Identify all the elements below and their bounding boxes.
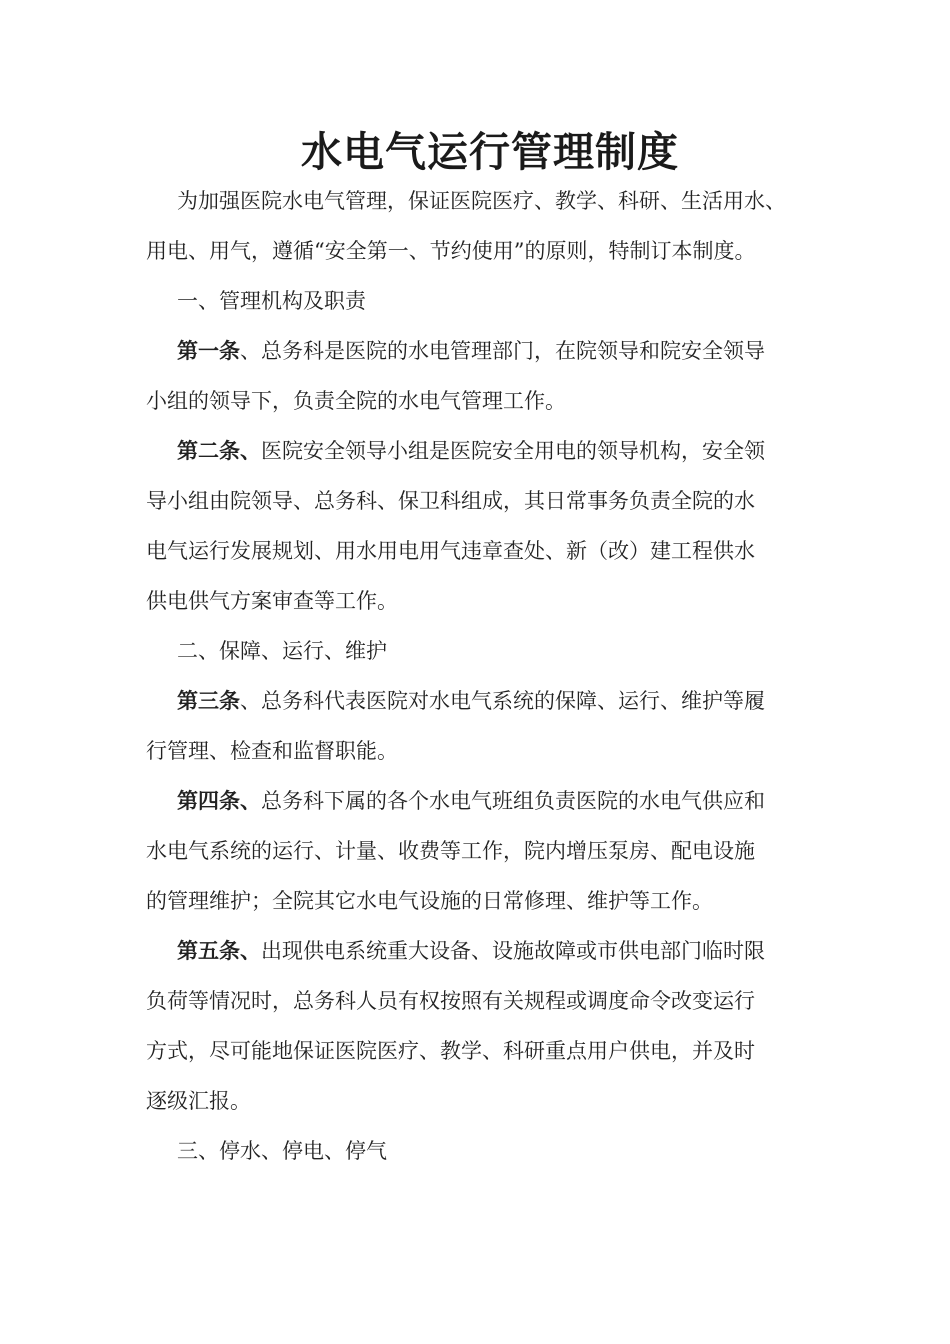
article-5-text: 出现供电系统重大设备、设施故障或市供电部门临时限 — [261, 939, 765, 963]
intro-line-2: 用电、用气，遵循“安全第一、节约使用”的原则，特制订本制度。 — [146, 239, 756, 263]
section-heading-3: 三、停水、停电、停气 — [177, 1139, 387, 1163]
article-4-label: 第四条、 — [177, 788, 261, 813]
article-1-label: 第一条 — [177, 338, 240, 363]
section-heading-2: 二、保障、运行、维护 — [177, 639, 387, 663]
article-1-line-2: 小组的领导下，负责全院的水电气管理工作。 — [146, 389, 566, 413]
article-5-line-3: 方式，尽可能地保证医院医疗、教学、科研重点用户供电，并及时 — [146, 1039, 755, 1063]
article-3-text: 、总务科代表医院对水电气系统的保障、运行、维护等履 — [240, 689, 765, 713]
article-4-text: 总务科下属的各个水电气班组负责医院的水电气供应和 — [261, 789, 765, 813]
article-2-line-1 — [177, 436, 765, 466]
article-5-label: 第五条、 — [177, 938, 261, 963]
document-title: 水电气运行管理制度 — [301, 128, 679, 176]
article-5-line-1 — [177, 936, 765, 966]
article-3-line-1 — [177, 686, 765, 716]
article-2-line-4: 供电供气方案审查等工作。 — [146, 589, 398, 613]
article-1-text: 、总务科是医院的水电管理部门，在院领导和院安全领导 — [240, 339, 765, 363]
article-4-line-3: 的管理维护；全院其它水电气设施的日常修理、维护等工作。 — [146, 889, 713, 913]
article-1-line-1 — [177, 336, 765, 366]
intro-line-1: 为加强医院水电气管理，保证医院医疗、教学、科研、生活用水、 — [177, 189, 786, 213]
article-2-line-3: 电气运行发展规划、用水用电用气违章查处、新（改）建工程供水 — [146, 539, 755, 563]
article-5-line-2: 负荷等情况时，总务科人员有权按照有关规程或调度命令改变运行 — [146, 989, 755, 1013]
article-2-label: 第二条、 — [177, 438, 261, 463]
article-3-line-2: 行管理、检查和监督职能。 — [146, 739, 398, 763]
section-heading-1: 一、管理机构及职责 — [177, 289, 366, 313]
article-5-line-4: 逐级汇报。 — [146, 1089, 251, 1113]
article-3-label: 第三条 — [177, 688, 240, 713]
article-4-line-1 — [177, 786, 765, 816]
article-2-text: 医院安全领导小组是医院安全用电的领导机构，安全领 — [261, 439, 765, 463]
article-2-line-2: 导小组由院领导、总务科、保卫科组成，其日常事务负责全院的水 — [146, 489, 755, 513]
article-4-line-2: 水电气系统的运行、计量、收费等工作，院内增压泵房、配电设施 — [146, 839, 755, 863]
